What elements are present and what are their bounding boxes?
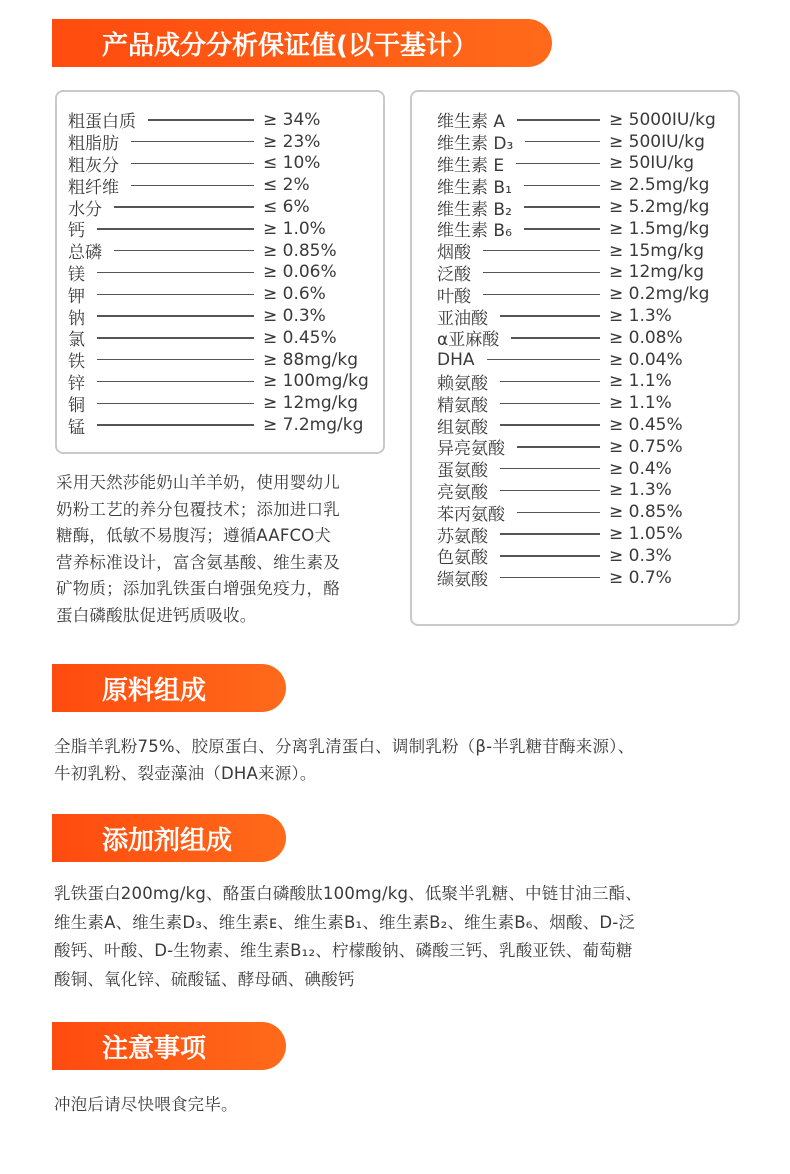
nutrient-name: 精氨酸	[437, 395, 488, 416]
analysis-row	[437, 392, 672, 416]
leader-line	[487, 359, 600, 361]
leader-line	[483, 272, 600, 274]
nutrient-name: 色氨酸	[437, 548, 488, 569]
nutrient-name: 氯	[68, 330, 85, 351]
leader-line	[525, 141, 600, 143]
nutrient-name: 总磷	[68, 243, 102, 264]
nutrient-name: 维生素 B₁	[437, 177, 512, 198]
leader-line	[524, 185, 600, 187]
leader-line	[500, 555, 600, 557]
analysis-row	[437, 283, 710, 307]
nutrient-value: ≥ 2.5mg/kg	[609, 175, 710, 196]
nutrient-value: ≥ 12mg/kg	[609, 262, 704, 283]
analysis-row	[68, 392, 358, 416]
analysis-row	[68, 153, 321, 176]
nutrient-name: 铁	[68, 352, 85, 373]
nutrient-name: DHA	[437, 349, 475, 370]
leader-line	[97, 337, 254, 339]
nutrient-name: 赖氨酸	[437, 374, 488, 394]
analysis-row	[68, 327, 337, 351]
leader-line	[97, 228, 254, 230]
analysis-row	[68, 218, 326, 242]
nutrient-value: ≥ 34%	[263, 109, 321, 130]
nutrient-value: ≥ 50IU/kg	[609, 153, 695, 174]
analysis-row	[68, 349, 358, 373]
leader-line	[97, 315, 254, 317]
nutrient-name: 钾	[68, 286, 85, 307]
nutrient-value: ≥ 5000IU/kg	[609, 109, 716, 130]
leader-line	[517, 119, 600, 121]
leader-line	[500, 403, 600, 405]
analysis-row	[437, 131, 705, 155]
description-line: 营养标准设计，富含氨基酸、维生素及	[56, 552, 340, 572]
leader-line	[97, 381, 254, 383]
analysis-row	[437, 436, 683, 460]
leader-line	[524, 228, 600, 230]
nutrient-name: 苏氨酸	[437, 526, 488, 547]
nutrient-name: 锌	[68, 374, 85, 394]
description-line: 蛋白磷酸肽促进钙质吸收。	[56, 605, 257, 625]
nutrient-name: 亮氨酸	[437, 483, 488, 503]
notes-text	[54, 1092, 754, 1118]
additives-line: 乳铁蛋白200mg/kg、酪蛋白磷酸肽100mg/kg、低聚半乳糖、中链甘油三酯、	[54, 884, 642, 903]
analysis-row	[68, 131, 321, 155]
nutrient-value: ≥ 1.0%	[263, 218, 326, 239]
nutrient-name: 钠	[68, 308, 85, 329]
nutrient-value: ≥ 0.75%	[609, 436, 683, 457]
analysis-row	[437, 349, 683, 371]
description-line: 糖酶，低敏不易腹泻；遵循AAFCO犬	[56, 526, 332, 545]
analysis-row	[437, 567, 672, 591]
section-banner-notes	[52, 1022, 286, 1070]
nutrient-value: ≥ 12mg/kg	[263, 393, 358, 414]
ingredients-line: 牛初乳粉、裂壶藻油（DHA来源）。	[54, 764, 317, 783]
nutrient-name: 粗纤维	[68, 177, 119, 198]
nutrient-name: 锰	[68, 417, 85, 438]
analysis-row	[437, 196, 710, 220]
notes-line: 冲泡后请尽快喂食完毕。	[54, 1095, 238, 1114]
analysis-row	[68, 283, 326, 307]
nutrient-name: 维生素 A	[437, 112, 506, 133]
nutrient-name: 钙	[68, 221, 85, 242]
analysis-row	[437, 109, 716, 133]
leader-line	[483, 250, 600, 252]
leader-line	[97, 272, 254, 274]
nutrient-value: ≤ 6%	[263, 197, 310, 218]
analysis-row	[68, 109, 321, 133]
analysis-row	[437, 240, 704, 264]
nutrient-name: 泛酸	[437, 265, 471, 285]
nutrient-value: ≥ 500IU/kg	[609, 131, 705, 152]
additives-line: 酸铜、氧化锌、硫酸锰、酵母硒、碘酸钙	[54, 969, 355, 989]
leader-line	[131, 163, 254, 165]
analysis-row	[437, 327, 683, 351]
nutrient-value: ≥ 0.08%	[609, 327, 683, 348]
ingredients-text	[54, 733, 754, 787]
analysis-row	[68, 174, 310, 198]
leader-line	[97, 359, 254, 361]
nutrient-name: 维生素 E	[437, 156, 505, 176]
analysis-row	[68, 262, 337, 285]
leader-line	[483, 294, 600, 296]
nutrient-value: ≥ 1.3%	[609, 306, 672, 327]
leader-line	[517, 512, 600, 514]
nutrient-value: ≥ 1.1%	[609, 393, 672, 414]
ingredients-line: 全脂羊乳粉75%、胶原蛋白、分离乳清蛋白、调制乳粉（β-半乳糖苷酶来源）、	[54, 737, 635, 756]
nutrient-name: 铜	[68, 395, 85, 416]
nutrient-value: ≤ 2%	[263, 175, 310, 196]
nutrient-value: ≥ 1.1%	[609, 371, 672, 392]
nutrient-name: 蛋氨酸	[437, 461, 488, 482]
nutrient-name: 维生素 D₃	[437, 134, 514, 155]
nutrient-value: ≥ 0.4%	[609, 458, 672, 479]
analysis-row	[437, 153, 695, 176]
analysis-row	[437, 174, 710, 198]
analysis-row	[437, 523, 683, 547]
section-banner-additives	[52, 814, 286, 862]
nutrient-name: 镁	[68, 265, 85, 285]
leader-line	[97, 424, 254, 426]
leader-line	[97, 403, 254, 405]
nutrient-value: ≥ 0.3%	[263, 306, 326, 327]
description-line: 奶粉工艺的养分包覆技术；添加进口乳	[56, 499, 340, 519]
analysis-row	[437, 501, 683, 525]
nutrient-value: ≥ 1.5mg/kg	[609, 218, 710, 239]
description-line: 矿物质；添加乳铁蛋白增强免疫力，酪	[56, 579, 340, 598]
analysis-row	[437, 545, 672, 569]
analysis-row	[68, 305, 326, 329]
nutrient-value: ≥ 0.45%	[609, 415, 683, 436]
nutrient-name: 水分	[68, 199, 102, 220]
analysis-row	[68, 371, 369, 394]
section-title-analysis: 产品成分分析保证值(以干基计）	[102, 30, 478, 61]
nutrient-name: 粗脂肪	[68, 134, 119, 155]
nutrient-value: ≥ 1.3%	[609, 480, 672, 501]
nutrient-value: ≥ 0.85%	[263, 240, 337, 261]
analysis-row	[437, 480, 672, 503]
nutrient-name: 异亮氨酸	[437, 439, 505, 460]
nutrient-value: ≥ 15mg/kg	[609, 240, 704, 261]
nutrient-value: ≥ 0.7%	[609, 567, 672, 588]
nutrient-name: 叶酸	[437, 286, 471, 307]
description-line: 采用天然莎能奶山羊羊奶，使用婴幼儿	[56, 473, 340, 492]
nutrient-name: α亚麻酸	[437, 330, 500, 351]
nutrient-value: ≥ 0.3%	[609, 545, 672, 566]
nutrient-value: ≥ 0.2mg/kg	[609, 284, 710, 305]
additives-text	[54, 880, 754, 994]
analysis-row	[68, 414, 364, 438]
nutrient-value: ≥ 0.85%	[609, 502, 683, 523]
section-banner-ingredients	[52, 664, 286, 712]
additives-line: 酸钙、叶酸、D-生物素、维生素B₁₂、柠檬酸钠、磷酸三钙、乳酸亚铁、葡萄糖	[54, 941, 633, 960]
nutrient-value: ≥ 0.06%	[263, 262, 337, 283]
leader-line	[97, 294, 254, 296]
product-description	[56, 470, 396, 629]
analysis-row	[437, 218, 710, 242]
section-title-notes: 注意事项	[102, 1033, 207, 1064]
section-title-ingredients: 原料组成	[102, 675, 207, 706]
nutrient-name: 缬氨酸	[437, 570, 488, 591]
nutrient-value: ≥ 1.05%	[609, 524, 683, 545]
leader-line	[131, 185, 254, 187]
leader-line	[148, 119, 254, 121]
nutrient-name: 亚油酸	[437, 308, 488, 329]
leader-line	[500, 533, 600, 535]
analysis-row	[68, 240, 337, 264]
leader-line	[517, 446, 600, 448]
analysis-row	[437, 262, 704, 285]
leader-line	[114, 206, 254, 208]
leader-line	[500, 381, 600, 383]
nutrient-value: ≥ 100mg/kg	[263, 371, 369, 392]
nutrient-name: 粗灰分	[68, 156, 119, 176]
nutrient-name: 粗蛋白质	[68, 112, 136, 133]
additives-line: 维生素A、维生素D₃、维生素ᴇ、维生素B₁、维生素B₂、维生素B₆、烟酸、D-泛	[54, 912, 636, 932]
analysis-row	[437, 371, 672, 394]
leader-line	[516, 163, 600, 165]
nutrient-name: 苯丙氨酸	[437, 504, 505, 525]
leader-line	[500, 468, 600, 470]
leader-line	[131, 141, 254, 143]
analysis-row	[437, 414, 683, 438]
section-title-additives: 添加剂组成	[102, 825, 233, 856]
nutrient-name: 维生素 B₆	[437, 221, 512, 242]
analysis-row	[437, 305, 672, 329]
nutrient-value: ≥ 0.6%	[263, 284, 326, 305]
leader-line	[114, 250, 254, 252]
nutrient-value: ≥ 23%	[263, 131, 321, 152]
nutrient-value: ≤ 10%	[263, 153, 321, 174]
nutrient-value: ≥ 0.45%	[263, 327, 337, 348]
nutrient-name: 烟酸	[437, 243, 471, 264]
leader-line	[500, 424, 600, 426]
nutrient-value: ≥ 88mg/kg	[263, 349, 358, 370]
leader-line	[500, 490, 600, 492]
nutrient-value: ≥ 7.2mg/kg	[263, 415, 364, 436]
nutrient-name: 组氨酸	[437, 417, 488, 438]
leader-line	[500, 577, 600, 579]
nutrient-value: ≥ 5.2mg/kg	[609, 197, 710, 218]
analysis-row	[437, 458, 672, 482]
nutrient-value: ≥ 0.04%	[609, 349, 683, 370]
leader-line	[500, 315, 600, 317]
nutrient-name: 维生素 B₂	[437, 199, 512, 220]
analysis-row	[68, 196, 310, 220]
leader-line	[524, 206, 600, 208]
leader-line	[511, 337, 600, 339]
section-banner-analysis	[52, 19, 552, 67]
